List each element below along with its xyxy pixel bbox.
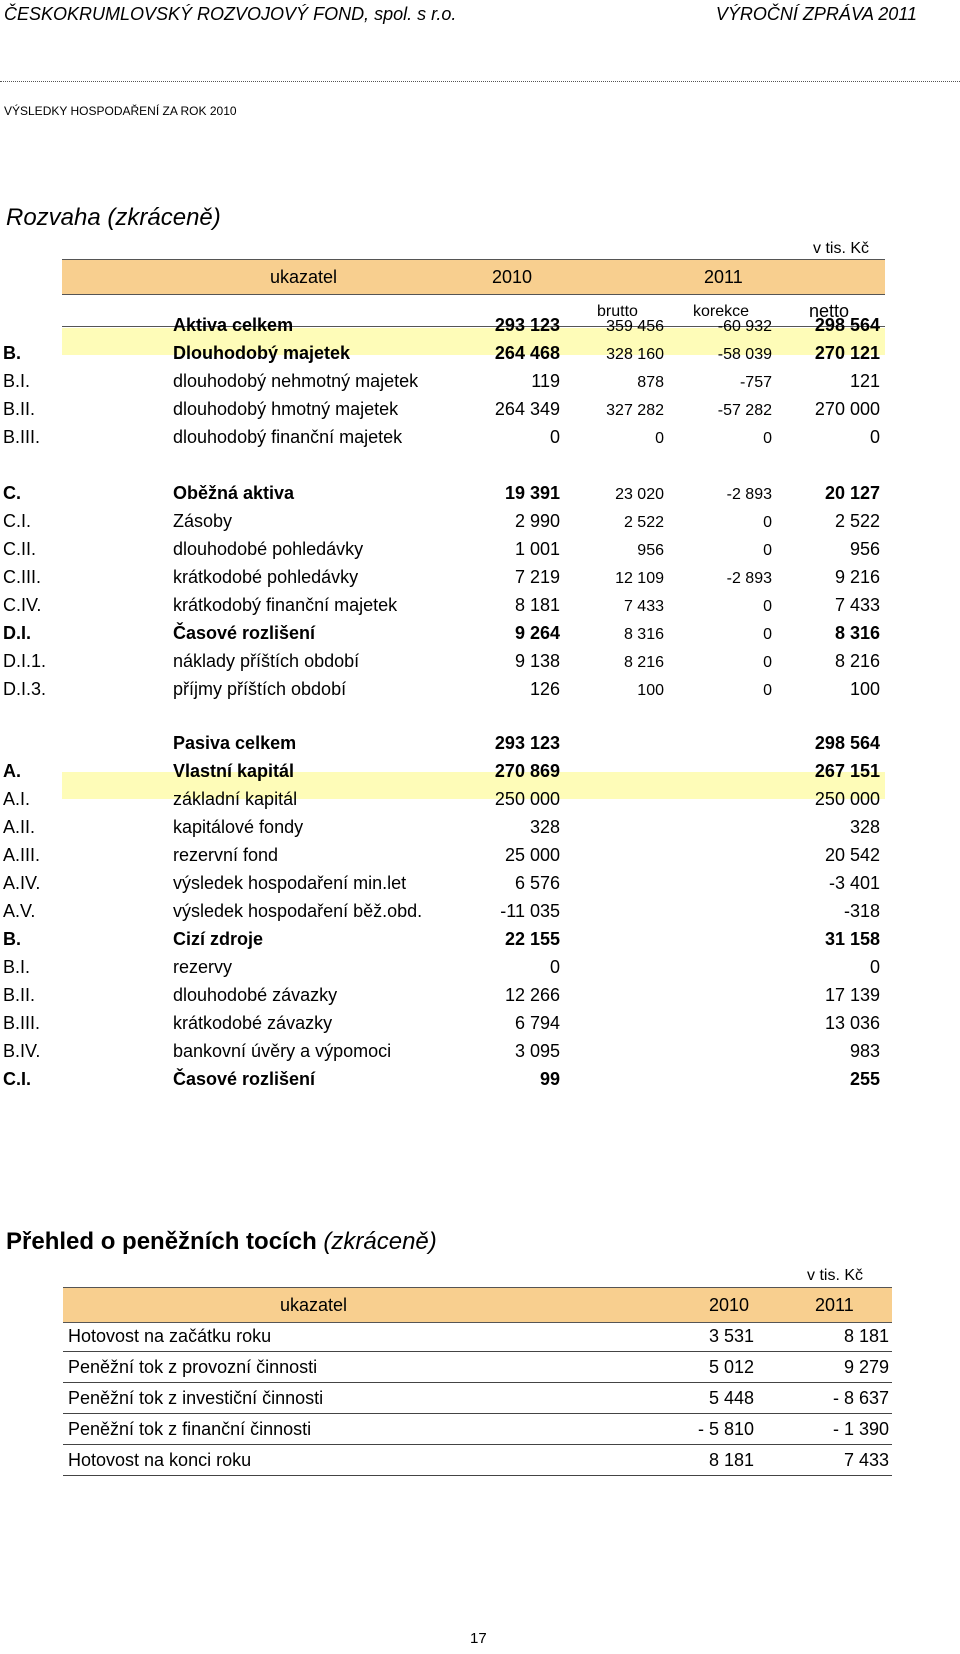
- cf-value-2010: 8 181: [708, 1450, 754, 1470]
- value-brutto: 878: [637, 374, 664, 391]
- cf-row-name: Peněžní tok z provozní činnosti: [68, 1357, 318, 1377]
- value-brutto: 12 109: [615, 570, 664, 587]
- row-name: rezervy: [173, 957, 233, 977]
- balance-unit: v tis. Kč: [813, 240, 870, 257]
- value-brutto: 328 160: [606, 346, 664, 363]
- value-netto: 0: [869, 427, 880, 447]
- row-code: C.I.: [3, 1069, 32, 1089]
- row-code: B.: [3, 929, 21, 949]
- cf-row-name: Hotovost na začátku roku: [68, 1326, 272, 1346]
- cashflow-header-bar: [63, 1287, 892, 1323]
- value-brutto: 0: [655, 430, 664, 447]
- row-name: dlouhodobý finanční majetek: [173, 427, 403, 447]
- asset-row: [0, 343, 960, 372]
- value-brutto: 7 433: [623, 598, 664, 615]
- value-korekce: 0: [763, 682, 772, 699]
- value-korekce: 0: [763, 598, 772, 615]
- row-name: výsledek hospodaření min.let: [173, 873, 407, 893]
- row-name: náklady příštích období: [173, 651, 360, 671]
- value-brutto: 956: [637, 542, 664, 559]
- row-name: Dlouhodobý majetek: [173, 343, 351, 363]
- value-2010: 270 869: [494, 761, 560, 781]
- row-code: A.I.: [3, 789, 31, 809]
- liability-row: [0, 817, 960, 846]
- cashflow-row: [63, 1414, 892, 1445]
- row-name: dlouhodobé pohledávky: [173, 539, 364, 559]
- asset-row: [0, 371, 960, 400]
- cf-value-2011: 9 279: [843, 1357, 889, 1377]
- asset-row: [0, 567, 960, 596]
- asset-row: [0, 539, 960, 568]
- value-2010: 6 794: [514, 1013, 560, 1033]
- cf-row-name: Peněžní tok z finanční činnosti: [68, 1419, 312, 1439]
- cf-value-2010: - 5 810: [697, 1419, 754, 1439]
- value-2010: 0: [549, 957, 560, 977]
- row-code: A.III.: [3, 845, 41, 865]
- report-title: VÝROČNÍ ZPRÁVA 2011: [715, 4, 917, 24]
- asset-row: [0, 483, 960, 512]
- value-2010: 12 266: [504, 985, 560, 1005]
- value-brutto: 8 216: [623, 654, 664, 671]
- cf-header-2011: 2011: [815, 1295, 854, 1315]
- liability-row: [0, 873, 960, 902]
- value-2011: 31 158: [824, 929, 880, 949]
- row-name: krátkodobý finanční majetek: [173, 595, 398, 615]
- liability-row: [0, 789, 960, 818]
- row-name: dlouhodobé závazky: [173, 985, 338, 1005]
- liability-row: [0, 985, 960, 1014]
- value-brutto: 2 522: [623, 514, 664, 531]
- value-korekce: 0: [763, 514, 772, 531]
- value-2010: 3 095: [514, 1041, 560, 1061]
- value-2011: -3 401: [828, 873, 880, 893]
- cashflow-title-note: (zkráceně): [323, 1228, 437, 1255]
- liability-row: [0, 901, 960, 930]
- value-2011: 298 564: [814, 733, 880, 753]
- value-2010: 119: [531, 371, 560, 391]
- page-number: 17: [470, 1630, 487, 1647]
- cf-value-2010: 5 012: [708, 1357, 754, 1377]
- value-2011: 250 000: [814, 789, 880, 809]
- row-code: A.: [3, 761, 21, 781]
- row-code: B.IV.: [3, 1041, 41, 1061]
- row-code: D.I.: [3, 623, 32, 643]
- value-2010: 250 000: [494, 789, 560, 809]
- cf-row-name: Hotovost na konci roku: [68, 1450, 252, 1470]
- row-name: Oběžná aktiva: [173, 483, 295, 503]
- value-netto: 270 121: [814, 343, 880, 363]
- value-2011: 267 151: [814, 761, 880, 781]
- liability-row: [0, 1013, 960, 1042]
- value-2010: 99: [539, 1069, 560, 1089]
- asset-row: [0, 511, 960, 540]
- row-name: základní kapitál: [173, 789, 298, 809]
- value-2010: 264 349: [494, 399, 560, 419]
- row-code: C.I.: [3, 511, 32, 531]
- cashflow-row: [63, 1445, 892, 1476]
- liability-row: [0, 1069, 960, 1098]
- value-2010: -11 035: [500, 901, 560, 921]
- cf-header-2010: 2010: [709, 1295, 750, 1315]
- value-2010: 6 576: [514, 873, 560, 893]
- subheader-brutto: brutto: [597, 303, 638, 320]
- value-netto: 2 522: [834, 511, 880, 531]
- row-code: B.II.: [3, 399, 36, 419]
- cashflow-row: [63, 1383, 892, 1414]
- value-2010: 2 990: [514, 511, 560, 531]
- value-2010: 126: [529, 679, 560, 699]
- header-2011: 2011: [704, 267, 743, 287]
- liability-row: [0, 929, 960, 958]
- cashflow-row: [63, 1321, 892, 1352]
- value-netto: 20 127: [824, 483, 880, 503]
- row-name: dlouhodobý hmotný majetek: [173, 399, 399, 419]
- value-brutto: 359 456: [606, 318, 664, 335]
- row-code: D.I.1.: [3, 651, 47, 671]
- row-code: C.IV.: [3, 595, 42, 615]
- value-korekce: 0: [763, 654, 772, 671]
- row-code: A.V.: [3, 901, 36, 921]
- header-2010: 2010: [492, 267, 533, 287]
- asset-row: [0, 623, 960, 652]
- value-2011: 328: [849, 817, 880, 837]
- value-netto: 100: [849, 679, 880, 699]
- row-code: C.: [3, 483, 21, 503]
- value-netto: 298 564: [814, 315, 880, 335]
- row-name: Časové rozlišení: [173, 623, 316, 643]
- cf-header-indicator: ukazatel: [280, 1295, 348, 1315]
- value-korekce: -58 039: [717, 346, 772, 363]
- row-code: B.I.: [3, 957, 31, 977]
- row-name: Zásoby: [173, 511, 233, 531]
- value-korekce: -2 893: [726, 570, 772, 587]
- cf-value-2011: 8 181: [843, 1326, 889, 1346]
- value-2010: 9 264: [514, 623, 560, 643]
- value-korekce: 0: [763, 430, 772, 447]
- cf-value-2010: 3 531: [708, 1326, 754, 1346]
- asset-row: [0, 651, 960, 680]
- row-name: výsledek hospodaření běž.obd.: [173, 901, 423, 921]
- row-code: A.IV.: [3, 873, 41, 893]
- liability-row: [0, 733, 960, 762]
- value-2010: 8 181: [514, 595, 560, 615]
- cf-value-2011: - 1 390: [832, 1419, 889, 1439]
- row-code: D.I.3.: [3, 679, 47, 699]
- row-code: B.I.: [3, 371, 31, 391]
- value-netto: 121: [849, 371, 880, 391]
- value-netto: 956: [849, 539, 880, 559]
- liability-row: [0, 845, 960, 874]
- value-korekce: -60 932: [717, 318, 772, 335]
- value-2010: 293 123: [494, 733, 560, 753]
- row-code: B.: [3, 343, 21, 363]
- cf-value-2011: - 8 637: [832, 1388, 889, 1408]
- row-name: příjmy příštích období: [173, 679, 347, 699]
- row-name: rezervní fond: [173, 845, 279, 865]
- value-2010: 25 000: [504, 845, 560, 865]
- cashflow-title-main: Přehled o peněžních tocích: [6, 1228, 317, 1255]
- asset-row: [0, 315, 960, 344]
- asset-row: [0, 679, 960, 708]
- row-code: B.II.: [3, 985, 36, 1005]
- value-2010: 293 123: [494, 315, 560, 335]
- cashflow-unit: v tis. Kč: [807, 1267, 864, 1284]
- value-2010: 0: [549, 427, 560, 447]
- row-name: krátkodobé pohledávky: [173, 567, 359, 587]
- row-name: dlouhodobý nehmotný majetek: [173, 371, 419, 391]
- balance-header-bar: [62, 259, 885, 295]
- company-name: ČESKOKRUMLOVSKÝ ROZVOJOVÝ FOND, spol. s r.o.: [4, 4, 457, 24]
- value-2011: 17 139: [824, 985, 880, 1005]
- liability-row: [0, 1041, 960, 1070]
- value-brutto: 8 316: [623, 626, 664, 643]
- header-divider: [0, 81, 960, 82]
- value-2010: 7 219: [514, 567, 560, 587]
- value-2011: 20 542: [824, 845, 880, 865]
- cf-row-name: Peněžní tok z investiční činnosti: [68, 1388, 324, 1408]
- value-brutto: 100: [637, 682, 664, 699]
- value-korekce: -757: [739, 374, 772, 391]
- header-indicator: ukazatel: [270, 267, 338, 287]
- row-code: B.III.: [3, 427, 41, 447]
- row-code: C.III.: [3, 567, 42, 587]
- asset-row: [0, 399, 960, 428]
- value-2010: 22 155: [504, 929, 560, 949]
- value-2011: -318: [843, 901, 880, 921]
- value-brutto: 23 020: [615, 486, 664, 503]
- row-name: Cizí zdroje: [173, 929, 264, 949]
- row-name: krátkodobé závazky: [173, 1013, 333, 1033]
- row-name: kapitálové fondy: [173, 817, 304, 837]
- cashflow-row: [63, 1352, 892, 1383]
- value-2011: 255: [849, 1069, 880, 1089]
- value-2011: 13 036: [824, 1013, 880, 1033]
- section-note: VÝSLEDKY HOSPODAŘENÍ ZA ROK 2010: [4, 104, 237, 118]
- balance-title: Rozvaha (zkráceně): [6, 204, 221, 231]
- value-korekce: 0: [763, 626, 772, 643]
- value-2010: 19 391: [504, 483, 560, 503]
- row-name: bankovní úvěry a výpomoci: [173, 1041, 392, 1061]
- value-netto: 270 000: [814, 399, 880, 419]
- value-netto: 7 433: [834, 595, 880, 615]
- value-korekce: -57 282: [717, 402, 772, 419]
- value-netto: 9 216: [834, 567, 880, 587]
- liability-row: [0, 957, 960, 986]
- value-korekce: 0: [763, 542, 772, 559]
- row-name: Aktiva celkem: [173, 315, 294, 335]
- value-2011: 0: [869, 957, 880, 977]
- row-name: Pasiva celkem: [173, 733, 297, 753]
- row-code: C.II.: [3, 539, 37, 559]
- value-2010: 9 138: [514, 651, 560, 671]
- cf-value-2011: 7 433: [843, 1450, 889, 1470]
- row-name: Vlastní kapitál: [173, 761, 295, 781]
- cashflow-title: [6, 1228, 437, 1256]
- subheader-netto: netto: [809, 301, 850, 321]
- asset-row: [0, 427, 960, 456]
- cf-value-2010: 5 448: [708, 1388, 754, 1408]
- value-korekce: -2 893: [726, 486, 772, 503]
- value-2010: 328: [529, 817, 560, 837]
- value-2010: 264 468: [494, 343, 560, 363]
- value-netto: 8 216: [834, 651, 880, 671]
- value-netto: 8 316: [834, 623, 880, 643]
- row-code: A.II.: [3, 817, 36, 837]
- liability-row: [0, 761, 960, 790]
- row-code: B.III.: [3, 1013, 41, 1033]
- subheader-korekce: korekce: [693, 303, 750, 320]
- value-2010: 1 001: [514, 539, 560, 559]
- asset-row: [0, 595, 960, 624]
- row-name: Časové rozlišení: [173, 1069, 316, 1089]
- value-2011: 983: [849, 1041, 880, 1061]
- value-brutto: 327 282: [606, 402, 664, 419]
